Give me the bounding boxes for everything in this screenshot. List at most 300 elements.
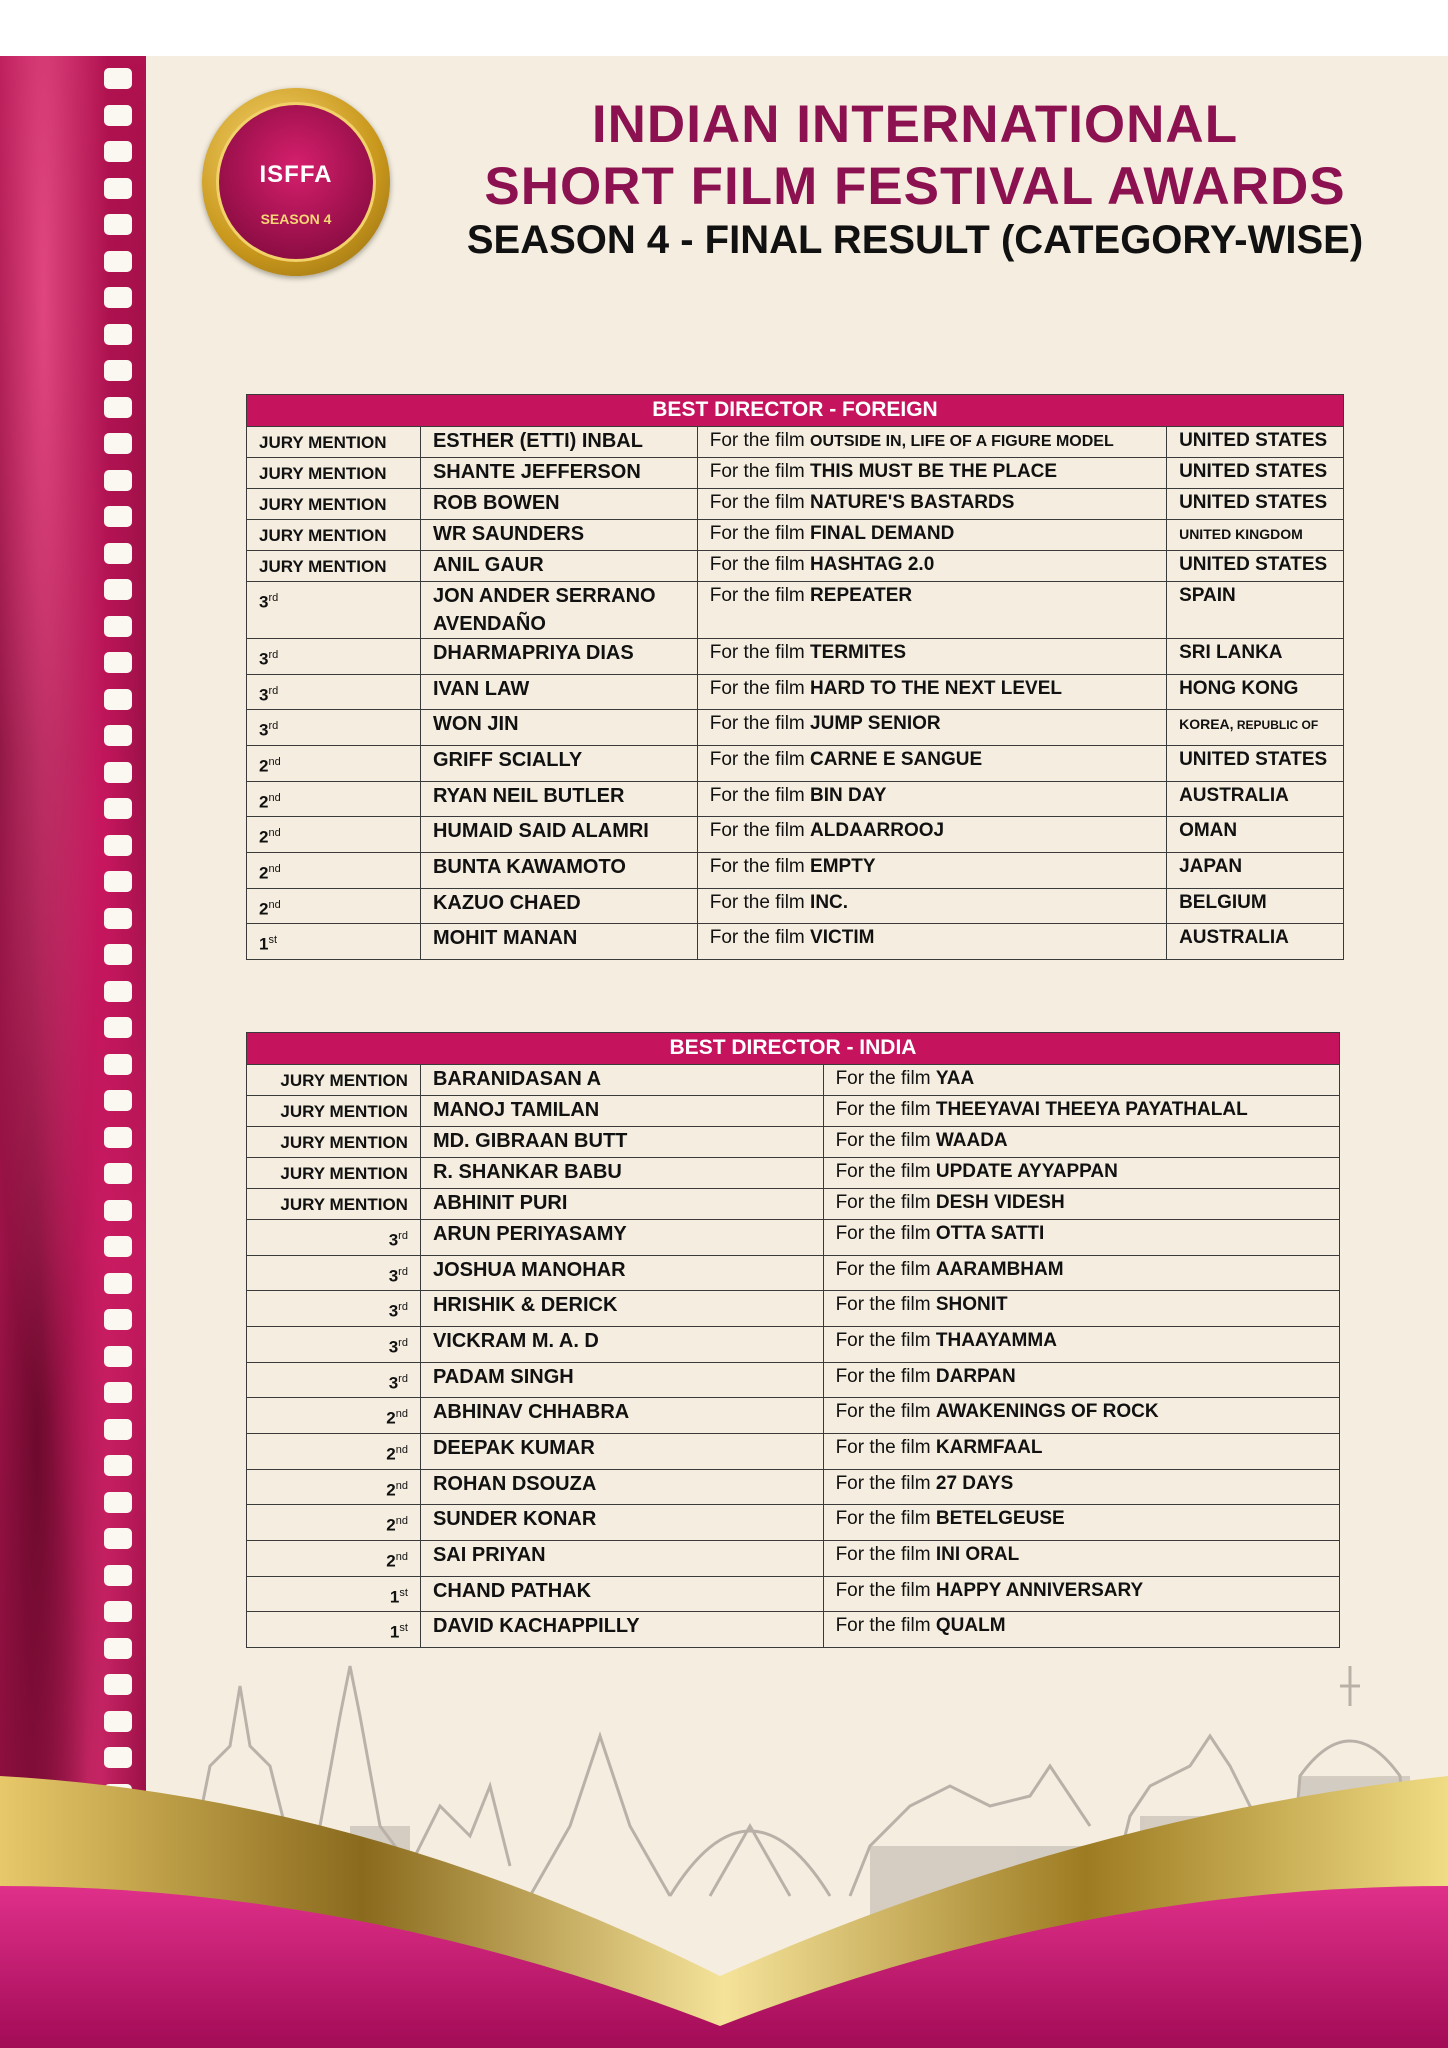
title-line-1: INDIAN INTERNATIONAL <box>591 95 1239 154</box>
film-strip-hole <box>104 871 132 892</box>
film-prefix: For the film <box>835 1258 936 1280</box>
film-title: BIN DAY <box>810 784 887 806</box>
rank-value: 1 <box>389 1622 400 1642</box>
rank-cell <box>247 710 421 746</box>
film-prefix: For the film <box>709 713 811 735</box>
film-cell <box>823 1291 1339 1327</box>
film-title: THIS MUST BE THE PLACE <box>810 461 1058 482</box>
film-title: AARAMBHAM <box>935 1258 1064 1280</box>
film-title: UPDATE AYYAPPAN <box>935 1161 1118 1182</box>
table-row <box>247 817 1344 853</box>
table-row <box>247 582 1344 639</box>
rank-value: JURY MENTION <box>280 1102 408 1121</box>
rank-value: 3 <box>388 1337 399 1357</box>
rank-ordinal-suffix: rd <box>398 1336 408 1349</box>
director-name: WR SAUNDERS <box>420 520 697 551</box>
country-name: UNITED STATES <box>1179 748 1328 770</box>
table-row <box>247 1433 1340 1469</box>
film-strip-hole <box>104 1455 132 1476</box>
film-title: DESH VIDESH <box>935 1192 1065 1213</box>
film-prefix: For the film <box>709 891 811 913</box>
table-row <box>247 1065 1340 1096</box>
director-name: SHANTE JEFFERSON <box>420 458 697 489</box>
director-name: MANOJ TAMILAN <box>420 1096 823 1127</box>
film-prefix: For the film <box>709 461 811 482</box>
film-strip-hole <box>104 616 132 637</box>
best-director-foreign-table <box>246 394 1344 960</box>
country-name: SRI LANKA <box>1179 642 1283 663</box>
film-strip-hole <box>104 1200 132 1221</box>
film-prefix: For the film <box>709 748 811 770</box>
film-title: NATURE'S BASTARDS <box>810 492 1015 513</box>
film-title: REPEATER <box>810 585 913 606</box>
film-strip-hole <box>104 360 132 381</box>
film-cell <box>697 710 1166 746</box>
rank-cell <box>247 745 421 781</box>
country-cell <box>1167 551 1344 582</box>
film-strip-hole <box>104 1601 132 1622</box>
film-cell <box>823 1189 1339 1220</box>
film-cell <box>823 1220 1339 1256</box>
director-name: KAZUO CHAED <box>420 888 697 924</box>
film-cell <box>823 1096 1339 1127</box>
film-strip-hole <box>104 1054 132 1075</box>
film-title: HASHTAG 2.0 <box>810 554 935 575</box>
film-cell <box>823 1127 1339 1158</box>
film-title: TERMITES <box>810 642 907 663</box>
rank-value: 2 <box>259 899 269 919</box>
country-name: UNITED KINGDOM <box>1179 526 1303 542</box>
rank-cell <box>247 1398 421 1434</box>
film-title: THAAYAMMA <box>935 1329 1057 1351</box>
film-prefix: For the film <box>709 585 811 606</box>
director-name: ABHINIT PURI <box>420 1189 823 1220</box>
film-strip-hole <box>104 1382 132 1403</box>
film-cell <box>697 924 1166 960</box>
film-strip-hole <box>104 1163 132 1184</box>
film-cell <box>697 489 1166 520</box>
director-name: HUMAID SAID ALAMRI <box>420 817 697 853</box>
isffa-logo <box>202 88 390 276</box>
film-strip-hole <box>104 178 132 199</box>
film-strip-hole <box>104 1236 132 1257</box>
director-name: WON JIN <box>420 710 697 746</box>
film-strip-hole <box>104 1309 132 1330</box>
country-cell <box>1167 817 1344 853</box>
rank-value: 2 <box>386 1444 396 1464</box>
director-name: SUNDER KONAR <box>420 1505 823 1541</box>
film-title: INC. <box>810 891 849 913</box>
film-strip-hole <box>104 251 132 272</box>
rank-ordinal-suffix: nd <box>268 755 281 768</box>
rank-value: JURY MENTION <box>259 464 387 483</box>
table-row <box>247 1469 1340 1505</box>
director-name: JON ANDER SERRANO AVENDAÑO <box>420 582 697 639</box>
table-row <box>247 924 1344 960</box>
film-prefix: For the film <box>709 927 811 949</box>
rank-ordinal-suffix: st <box>268 934 278 947</box>
rank-value: 2 <box>386 1515 396 1535</box>
rank-value: 1 <box>259 934 269 954</box>
film-strip-hole <box>104 287 132 308</box>
film-prefix: For the film <box>835 1068 936 1089</box>
film-cell <box>697 639 1166 675</box>
film-strip-hole <box>104 470 132 491</box>
director-name: SAI PRIYAN <box>420 1540 823 1576</box>
film-strip-hole <box>104 1017 132 1038</box>
rank-cell <box>247 888 421 924</box>
film-title: EMPTY <box>810 855 876 877</box>
film-strip-hole <box>104 1090 132 1111</box>
table-row <box>247 710 1344 746</box>
film-prefix: For the film <box>835 1192 936 1213</box>
rank-ordinal-suffix: nd <box>395 1550 408 1563</box>
film-strip-hole <box>104 433 132 454</box>
rank-ordinal-suffix: nd <box>268 898 281 911</box>
rank-cell <box>247 817 421 853</box>
film-strip-hole <box>104 397 132 418</box>
title-line-2: SHORT FILM FESTIVAL AWARDS <box>484 157 1346 216</box>
film-prefix: For the film <box>835 1615 936 1637</box>
film-cell <box>823 1326 1339 1362</box>
director-name: DAVID KACHAPPILLY <box>420 1612 823 1648</box>
director-name: PADAM SINGH <box>420 1362 823 1398</box>
rank-value: 3 <box>388 1230 399 1250</box>
rank-ordinal-suffix: nd <box>395 1443 408 1456</box>
film-strip-hole <box>104 141 132 162</box>
logo-text: ISFFA <box>259 161 333 188</box>
table-row <box>247 745 1344 781</box>
rank-cell <box>247 781 421 817</box>
country-cell <box>1167 674 1344 710</box>
country-cell <box>1167 489 1344 520</box>
film-prefix: For the film <box>835 1099 936 1120</box>
rank-cell <box>247 1127 421 1158</box>
table-title-foreign: BEST DIRECTOR - FOREIGN <box>247 395 1344 427</box>
film-strip-hole <box>104 1273 132 1294</box>
film-strip-hole <box>104 1419 132 1440</box>
rank-cell <box>247 1505 421 1541</box>
director-name: GRIFF SCIALLY <box>420 745 697 781</box>
gold-magenta-wave-banner <box>0 1776 1448 2048</box>
film-title: BETELGEUSE <box>935 1508 1065 1530</box>
film-title: ALDAARROOJ <box>810 820 945 842</box>
film-strip-hole <box>104 324 132 345</box>
rank-cell <box>247 1220 421 1256</box>
rank-value: 2 <box>259 827 269 847</box>
film-strip-hole <box>104 1346 132 1367</box>
film-prefix: For the film <box>709 523 811 544</box>
rank-value: 2 <box>259 756 269 776</box>
rank-cell <box>247 1065 421 1096</box>
table-row <box>247 1326 1340 1362</box>
country-name: HONG KONG <box>1179 677 1299 699</box>
table-row <box>247 888 1344 924</box>
rank-value: 3 <box>259 649 269 669</box>
table-title-india: BEST DIRECTOR - INDIA <box>247 1033 1340 1065</box>
director-name: IVAN LAW <box>420 674 697 710</box>
rank-value: 1 <box>389 1587 400 1607</box>
film-strip-hole <box>104 506 132 527</box>
film-title: QUALM <box>935 1615 1006 1637</box>
film-prefix: For the film <box>835 1329 936 1351</box>
film-title: THEEYAVAI THEEYA PAYATHALAL <box>935 1099 1248 1120</box>
film-cell <box>823 1065 1339 1096</box>
rank-ordinal-suffix: rd <box>398 1372 408 1385</box>
table-row <box>247 852 1344 888</box>
film-prefix: For the film <box>709 642 811 663</box>
film-strip-hole <box>104 1711 132 1732</box>
country-cell <box>1167 852 1344 888</box>
film-prefix: For the film <box>835 1365 936 1387</box>
film-strip-hole <box>104 908 132 929</box>
film-title: INI ORAL <box>935 1543 1020 1565</box>
film-title: OUTSIDE IN, LIFE OF A FIGURE MODEL <box>810 433 1114 450</box>
film-prefix: For the film <box>835 1436 936 1458</box>
film-prefix: For the film <box>835 1579 936 1601</box>
film-strip-hole <box>104 579 132 600</box>
film-prefix: For the film <box>709 554 811 575</box>
rank-value: 2 <box>259 863 269 883</box>
film-strip-hole <box>104 981 132 1002</box>
country-cell <box>1167 520 1344 551</box>
film-cell <box>823 1158 1339 1189</box>
film-cell <box>697 551 1166 582</box>
rank-value: 3 <box>388 1301 399 1321</box>
rank-cell <box>247 582 421 639</box>
rank-value: JURY MENTION <box>259 495 387 514</box>
film-prefix: For the film <box>835 1543 936 1565</box>
rank-ordinal-suffix: rd <box>398 1265 408 1278</box>
film-strip-hole <box>104 725 132 746</box>
film-strip-hole <box>104 1127 132 1148</box>
film-cell <box>823 1362 1339 1398</box>
rank-cell <box>247 924 421 960</box>
country-cell <box>1167 458 1344 489</box>
rank-value: JURY MENTION <box>280 1133 408 1152</box>
rank-value: JURY MENTION <box>259 557 387 576</box>
country-cell <box>1167 924 1344 960</box>
film-strip-hole <box>104 1674 132 1695</box>
director-name: BUNTA KAWAMOTO <box>420 852 697 888</box>
title-line-3: SEASON 4 - FINAL RESULT (CATEGORY-WISE) <box>466 218 1364 262</box>
country-name: JAPAN <box>1179 855 1243 877</box>
director-name: ARUN PERIYASAMY <box>420 1220 823 1256</box>
rank-cell <box>247 489 421 520</box>
film-title: AWAKENINGS OF ROCK <box>935 1401 1159 1423</box>
rank-value: 2 <box>386 1551 396 1571</box>
director-name: DEEPAK KUMAR <box>420 1433 823 1469</box>
rank-cell <box>247 852 421 888</box>
rank-value: 3 <box>259 592 269 612</box>
rank-cell <box>247 520 421 551</box>
film-title: KARMFAAL <box>935 1436 1043 1458</box>
country-name: AUSTRALIA <box>1179 784 1289 806</box>
rank-ordinal-suffix: rd <box>268 684 279 697</box>
film-prefix: For the film <box>835 1508 936 1530</box>
rank-cell <box>247 1326 421 1362</box>
table-row <box>247 520 1344 551</box>
film-title: HARD TO THE NEXT LEVEL <box>810 677 1062 699</box>
logo-emblem <box>216 102 376 262</box>
rank-ordinal-suffix: rd <box>268 592 279 604</box>
film-strip-hole <box>104 798 132 819</box>
film-title: WAADA <box>935 1130 1008 1151</box>
film-prefix: For the film <box>709 820 811 842</box>
film-prefix: For the film <box>835 1223 936 1244</box>
film-strip-hole <box>104 1747 132 1768</box>
film-strip-hole <box>104 835 132 856</box>
film-prefix: For the film <box>709 855 811 877</box>
film-strip-hole <box>104 214 132 235</box>
rank-ordinal-suffix: rd <box>268 649 279 661</box>
film-cell <box>697 458 1166 489</box>
film-prefix: For the film <box>709 430 811 451</box>
film-prefix: For the film <box>835 1294 936 1316</box>
film-title: CARNE E SANGUE <box>810 748 983 770</box>
table-row <box>247 489 1344 520</box>
country-name-tail: REPUBLIC OF <box>1233 718 1319 733</box>
director-name: DHARMAPRIYA DIAS <box>420 639 697 675</box>
film-title: OTTA SATTI <box>935 1223 1045 1244</box>
rank-cell <box>247 1469 421 1505</box>
film-cell <box>697 852 1166 888</box>
country-name: OMAN <box>1179 820 1238 842</box>
film-strip-hole <box>104 762 132 783</box>
country-name: BELGIUM <box>1179 891 1267 913</box>
country-name: KOREA, <box>1179 716 1234 733</box>
film-cell <box>697 781 1166 817</box>
film-strip-hole <box>104 105 132 126</box>
director-name: MD. GIBRAAN BUTT <box>420 1127 823 1158</box>
country-cell <box>1167 639 1344 675</box>
table-row <box>247 1189 1340 1220</box>
film-title: VICTIM <box>810 927 875 949</box>
rank-ordinal-suffix: nd <box>268 862 281 875</box>
rank-value: JURY MENTION <box>280 1164 408 1183</box>
film-strip-hole <box>104 1528 132 1549</box>
film-title: 27 DAYS <box>935 1472 1014 1494</box>
film-prefix: For the film <box>709 492 811 513</box>
rank-ordinal-suffix: rd <box>398 1301 408 1314</box>
film-strip-hole <box>104 1638 132 1659</box>
rank-value: JURY MENTION <box>259 433 387 452</box>
director-name: R. SHANKAR BABU <box>420 1158 823 1189</box>
rank-value: 3 <box>388 1373 399 1393</box>
rank-value: 2 <box>386 1480 396 1500</box>
film-prefix: For the film <box>835 1472 936 1494</box>
director-name: BARANIDASAN A <box>420 1065 823 1096</box>
rank-value: JURY MENTION <box>280 1195 408 1214</box>
rank-cell <box>247 1291 421 1327</box>
director-name: RYAN NEIL BUTLER <box>420 781 697 817</box>
film-strip-hole <box>104 1565 132 1586</box>
country-name: UNITED STATES <box>1179 430 1328 451</box>
director-name: ESTHER (ETTI) INBAL <box>420 427 697 458</box>
film-prefix: For the film <box>709 677 811 699</box>
film-prefix: For the film <box>835 1401 936 1423</box>
film-cell <box>697 817 1166 853</box>
table-row <box>247 1096 1340 1127</box>
rank-cell <box>247 1362 421 1398</box>
rank-cell <box>247 458 421 489</box>
table-row <box>247 1220 1340 1256</box>
rank-ordinal-suffix: rd <box>398 1230 408 1242</box>
film-cell <box>697 888 1166 924</box>
table-row <box>247 1505 1340 1541</box>
film-cell <box>823 1398 1339 1434</box>
table-row <box>247 1398 1340 1434</box>
best-director-india-table <box>246 1032 1340 1648</box>
film-strip-border <box>0 56 146 2048</box>
film-cell <box>697 520 1166 551</box>
rank-value: JURY MENTION <box>280 1071 408 1090</box>
table-row <box>247 1158 1340 1189</box>
film-strip-hole <box>104 652 132 673</box>
film-title: YAA <box>935 1068 975 1089</box>
director-name: MOHIT MANAN <box>420 924 697 960</box>
table-row <box>247 639 1344 675</box>
film-cell <box>697 674 1166 710</box>
rank-cell <box>247 1096 421 1127</box>
rank-ordinal-suffix: nd <box>395 1408 408 1421</box>
film-title: JUMP SENIOR <box>810 713 941 735</box>
table-row <box>247 1255 1340 1291</box>
table-row <box>247 781 1344 817</box>
rank-ordinal-suffix: st <box>399 1622 408 1635</box>
country-name: UNITED STATES <box>1179 461 1328 482</box>
rank-value: 3 <box>259 685 269 705</box>
film-cell <box>697 745 1166 781</box>
film-title: FINAL DEMAND <box>810 523 955 544</box>
country-name: UNITED STATES <box>1179 492 1328 513</box>
film-strip-hole <box>104 1492 132 1513</box>
director-name: JOSHUA MANOHAR <box>420 1255 823 1291</box>
rank-ordinal-suffix: nd <box>268 791 281 804</box>
director-name: ROB BOWEN <box>420 489 697 520</box>
poster-page <box>0 56 1448 2048</box>
rank-cell <box>247 1189 421 1220</box>
country-cell <box>1167 781 1344 817</box>
rank-cell <box>247 427 421 458</box>
film-cell <box>823 1255 1339 1291</box>
rank-cell <box>247 1158 421 1189</box>
rank-value: JURY MENTION <box>259 526 387 545</box>
logo-season: SEASON 4 <box>260 211 332 227</box>
film-prefix: For the film <box>835 1161 936 1182</box>
country-cell <box>1167 427 1344 458</box>
film-prefix: For the film <box>835 1130 936 1151</box>
director-name: CHAND PATHAK <box>420 1576 823 1612</box>
rank-ordinal-suffix: nd <box>395 1479 408 1492</box>
rank-value: 2 <box>259 792 269 812</box>
rank-ordinal-suffix: st <box>399 1586 408 1599</box>
film-cell <box>823 1469 1339 1505</box>
film-title: DARPAN <box>935 1365 1016 1387</box>
film-cell <box>697 582 1166 639</box>
country-name: AUSTRALIA <box>1179 927 1289 949</box>
film-strip-hole <box>104 689 132 710</box>
rank-value: 3 <box>259 720 269 740</box>
director-name: ROHAN DSOUZA <box>420 1469 823 1505</box>
table-row <box>247 1291 1340 1327</box>
film-strip-hole <box>104 68 132 89</box>
country-cell <box>1167 582 1344 639</box>
table-row <box>247 427 1344 458</box>
rank-value: 2 <box>386 1408 396 1428</box>
country-cell <box>1167 745 1344 781</box>
rank-value: 3 <box>388 1266 399 1286</box>
